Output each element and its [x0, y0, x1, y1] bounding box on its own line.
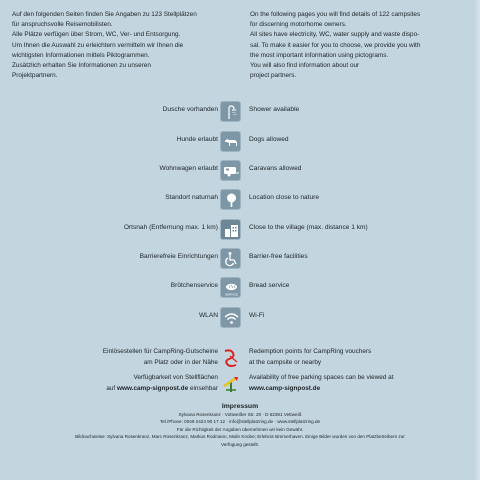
- partner-availability-en: [249, 373, 393, 394]
- intro-de-line: Zusätzlich erhalten Sie Informationen zu unseren: [12, 61, 151, 69]
- legend-label-en: Dogs allowed: [249, 136, 289, 143]
- partner-row-availability: [0, 372, 480, 398]
- intro-en-line: sal. To make it easier for you to choose, we provide you with: [250, 41, 421, 49]
- partner-row-voucher: [0, 346, 480, 372]
- legend-label-en: Location close to nature: [249, 194, 320, 201]
- bread-icon-text: SERVICE: [224, 292, 239, 297]
- legend-label-en: Close to the village (max. distance 1 km): [249, 224, 368, 231]
- legend-row-caravans: [0, 160, 480, 182]
- impressum-disclaimer: Für die Richtigkeit der Angaben übernehmen wir kein Gewähr.: [176, 426, 304, 432]
- intro-german: [12, 10, 227, 81]
- camp-signpost-link-en[interactable]: www.camp-signpost.de: [249, 384, 321, 392]
- legend-label-en: Wi-Fi: [249, 312, 265, 319]
- impressum-credits: Bildnachweise: Sylvana Rosenkranz, Marc Rosenkranz, Markus Rodmann, Malin Knobe; Erlebnis Bremerhaven. Einige Bilder wurden von den Platzbetreibern zur: [75, 434, 405, 440]
- legend-row-bread: [0, 277, 480, 299]
- bread-icon: [220, 277, 241, 298]
- legend-label-de: Wohnwagen erlaubt: [159, 165, 218, 172]
- intro-de-line: Alle Plätze verfügen über Strom, WC, Ver- und Entsorgung.: [12, 31, 181, 39]
- impressum-address: Sylvana Rosenkranz · Vottweißer Str. 20 · D 52391 Vettweiß: [178, 412, 302, 417]
- partner-voucher-de-line2: am Platz oder in der Nähe: [143, 358, 218, 366]
- legend-row-village: [0, 219, 480, 241]
- intro-en-line: You will also find information about our: [250, 61, 360, 69]
- signpost-logo-icon: [220, 373, 242, 395]
- intro-english: [250, 10, 470, 81]
- legend-label-de: Standort naturnah: [165, 194, 218, 201]
- wheelchair-icon: [220, 248, 241, 269]
- tree-icon: [220, 189, 241, 210]
- camp-signpost-link[interactable]: www.camp-signpost.de: [117, 384, 189, 392]
- partner-availability-en-line1: Availability of free parking spaces can be viewed at: [249, 374, 394, 381]
- intro-de-line: für anspruchsvolle Reisemobilisten.: [12, 21, 113, 29]
- legend-row-nature: [0, 189, 480, 211]
- intro-en-line: project partners.: [250, 72, 297, 80]
- legend-label-en: Bread service: [249, 282, 290, 289]
- partner-voucher-en: [249, 347, 371, 368]
- legend-row-shower: [0, 101, 480, 123]
- legend-label-en: Caravans allowed: [249, 165, 302, 172]
- legend-label-de: Brötchenservice: [170, 282, 218, 289]
- intro-en-line: On the following pages you will find details of 122 campsites: [250, 11, 421, 18]
- intro-de-line: Um Ihnen die Auswahl zu erleichtern vermitteln wir Ihnen die: [12, 41, 184, 49]
- partner-availability-de-line2: [106, 384, 218, 395]
- partner-voucher-en-line1: Redemption points for CampRing vouchers: [249, 348, 372, 355]
- page-edge: [474, 0, 480, 480]
- impressum: [0, 402, 480, 448]
- partner-availability-de-line1: Verfügbarkeit von Stellflächen: [133, 374, 218, 381]
- legend-label-de: Barrierefreie Einrichtungen: [139, 253, 218, 260]
- intro-en-line: All sites have electricity, WC, water supply and waste dispo-: [250, 31, 420, 39]
- partner-availability-de-suffix: einsehbar: [188, 384, 218, 392]
- intro-de-line: Projektpartnern.: [12, 72, 58, 80]
- partner-voucher-de-line1: Einlösestellen für CampRing-Gutscheine: [102, 348, 218, 355]
- legend-label-en: Shower available: [249, 106, 300, 113]
- legend-row-barrier-free: [0, 248, 480, 270]
- legend-label-de: WLAN: [198, 312, 218, 319]
- intro-de-line: wichtigsten Informationen mittels Piktogrammen.: [12, 51, 150, 59]
- partner-availability-de-prefix: auf: [106, 384, 117, 392]
- legend-row-wifi: [0, 307, 480, 329]
- campring-logo-icon: [220, 347, 242, 369]
- intro-de-line: Auf den folgenden Seiten finden Sie Angaben zu 123 Stellplätzen: [12, 11, 197, 18]
- village-icon: [220, 219, 241, 240]
- dog-icon: [220, 131, 241, 152]
- impressum-contact: Tel./Phone: 0049 2424 90 17 12 · info@stellplatzring.de · www.stellplatzring.de: [159, 419, 321, 425]
- partner-voucher-en-line2: at the campsite or nearby: [249, 358, 322, 366]
- legend-label-de: Hunde erlaubt: [176, 136, 218, 143]
- intro-en-line: for discerning motorhome owners.: [250, 21, 347, 29]
- impressum-credits-cont: Verfügung gestellt.: [220, 441, 260, 447]
- impressum-heading: Impressum: [221, 403, 259, 410]
- wifi-icon: [220, 307, 241, 328]
- legend-label-de: Dusche vorhanden: [162, 106, 218, 113]
- intro-en-line: the most important information using pictograms.: [250, 51, 389, 59]
- legend-label-en: Barrier-free facilities: [249, 253, 308, 260]
- legend-label-de: Ortsnah (Entfernung max. 1 km): [123, 224, 218, 231]
- caravan-icon: [220, 160, 241, 181]
- shower-icon: [220, 101, 241, 122]
- partner-voucher-de: [103, 347, 218, 368]
- legend-row-dogs: [0, 131, 480, 153]
- partner-availability-de: [106, 373, 218, 394]
